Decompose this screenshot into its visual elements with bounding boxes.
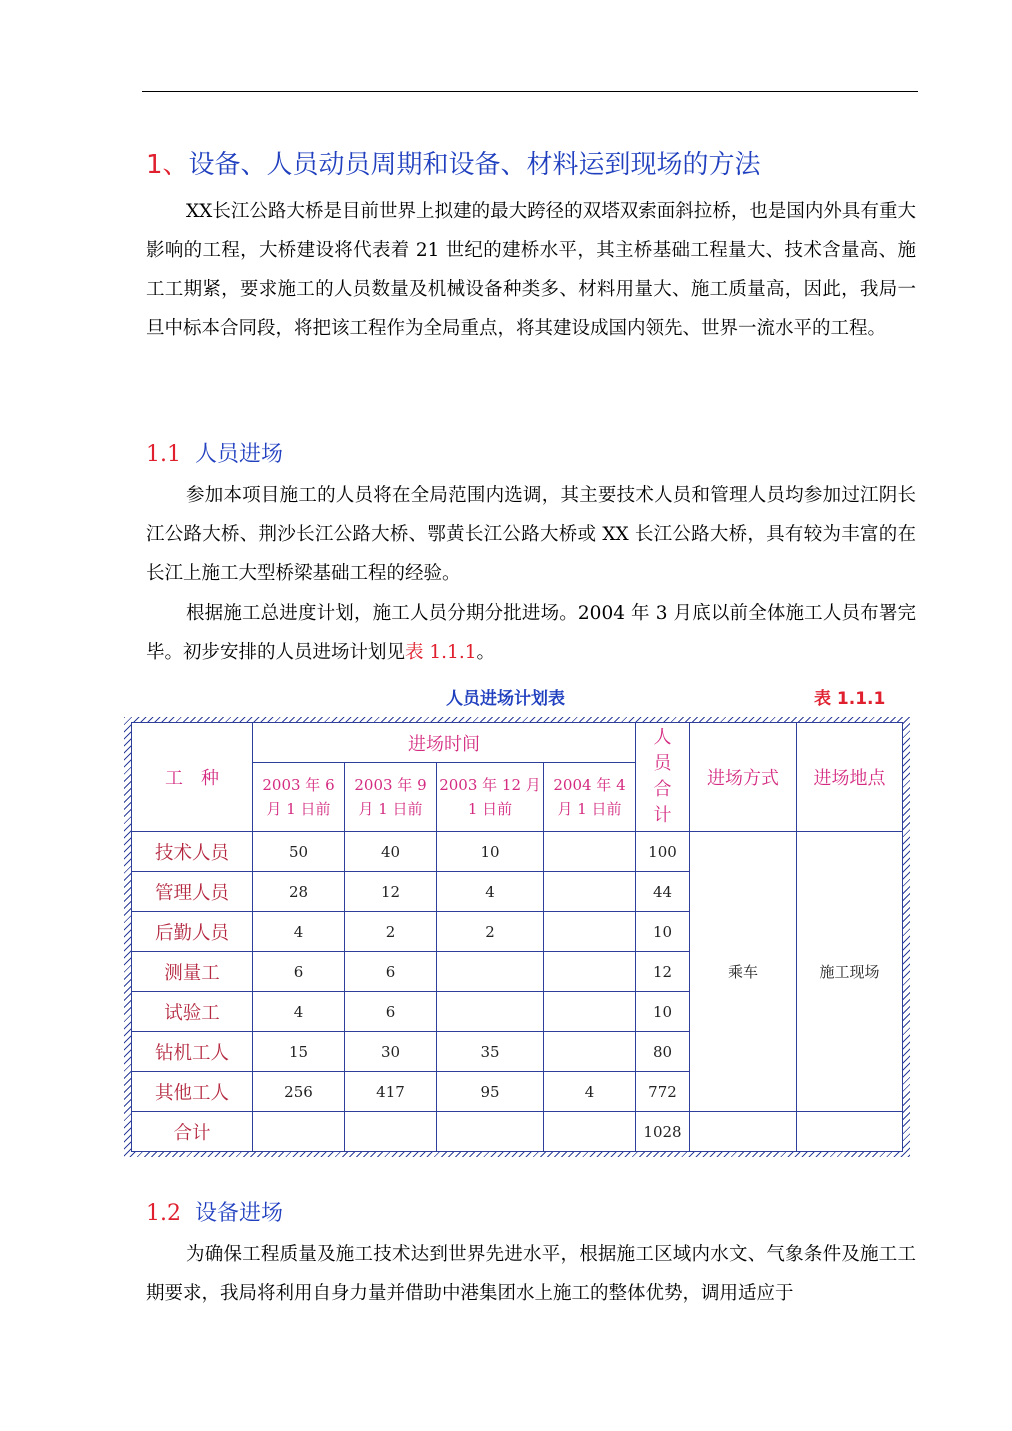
cell-total: 772 [636,1072,690,1112]
cell-value: 4 [544,1072,636,1112]
table-number: 表 1.1.1 [814,689,886,709]
cell-value: 50 [253,832,345,872]
header-date-1: 2003 年 6 月 1 日前 [253,763,345,832]
table-header-row [132,723,903,763]
cell-value: 6 [253,952,345,992]
personnel-schedule-table [131,722,903,1152]
cell-value: 6 [345,952,437,992]
cell-value [544,832,636,872]
cell-value [437,952,544,992]
header-date-3: 2003 年 12 月 1 日前 [437,763,544,832]
section-heading [146,144,761,181]
cell-value [437,992,544,1032]
row-label: 测量工 [132,952,253,992]
cell-value: 15 [253,1032,345,1072]
subsection-heading-personnel [146,437,283,468]
cell-value [544,1032,636,1072]
row-label: 后勤人员 [132,912,253,952]
header-rule [142,91,918,92]
sum-total: 1028 [636,1112,690,1152]
cell-total: 12 [636,952,690,992]
cell-value [544,992,636,1032]
cell-total: 100 [636,832,690,872]
cell-empty [690,1112,797,1152]
subsection-heading-equipment [146,1196,283,1227]
table-title: 人员进场计划表 [446,689,565,709]
cell-value: 35 [437,1032,544,1072]
cell-value: 6 [345,992,437,1032]
cell-empty [544,1112,636,1152]
cell-value: 4 [253,912,345,952]
row-label: 技术人员 [132,832,253,872]
row-label: 试验工 [132,992,253,1032]
table-reference-link[interactable]: 表 1.1.1 [405,642,477,663]
cell-value: 2 [437,912,544,952]
personnel-paragraph-1: 参加本项目施工的人员将在全局范围内选调，其主要技术人员和管理人员均参加过江阴长江公路大桥、荆沙长江公路大桥、鄂黄长江公路大桥或 XX 长江公路大桥，具有较为丰富的在长江上施工大型桥梁基础工程的经验。 [146,485,916,584]
personnel-paragraph-2-end: 。 [476,642,495,663]
cell-value: 40 [345,832,437,872]
cell-empty [253,1112,345,1152]
section-number: 1、 [146,150,189,180]
subsection-title: 人员进场 [195,442,284,467]
cell-value: 4 [253,992,345,1032]
intro-paragraph: XX长江公路大桥是目前世界上拟建的最大跨径的双塔双索面斜拉桥，也是国内外具有重大影响的工程，大桥建设将代表着 21 世纪的建桥水平，其主桥基础工程量大、技术含量高、施工工期紧，要求施工的人员数量及机械设备种类多、材料用量大、施工质量高，因此，我局一旦中标本合同段，将把该工程作为全局重点，将其建设成国内领先、世界一流水平的工程。 [146,201,916,339]
personnel-paragraph-2-text: 根据施工总进度计划，施工人员分期分批进场。2004 年 3 月底以前全体施工人员布署完毕。初步安排的人员进场计划见 [146,603,916,663]
cell-empty [437,1112,544,1152]
table-row [132,832,903,872]
table-sum-row [132,1112,903,1152]
subsection-title: 设备进场 [195,1201,284,1226]
cell-value: 28 [253,872,345,912]
cell-total: 80 [636,1032,690,1072]
cell-value: 4 [437,872,544,912]
header-date-2: 2003 年 9 月 1 日前 [345,763,437,832]
method-value: 乘车 [690,832,797,1112]
row-label: 其他工人 [132,1072,253,1112]
personnel-paragraph-2 [146,594,916,672]
cell-total: 10 [636,992,690,1032]
header-total: 人 员 合 计 [636,723,690,832]
cell-value: 30 [345,1032,437,1072]
sum-label: 合计 [132,1112,253,1152]
cell-value [544,952,636,992]
header-type: 工 种 [132,723,253,832]
cell-empty [797,1112,903,1152]
row-label: 钻机工人 [132,1032,253,1072]
cell-total: 10 [636,912,690,952]
header-location: 进场地点 [797,723,903,832]
row-label: 管理人员 [132,872,253,912]
subsection-number: 1.1 [146,442,181,467]
cell-empty [345,1112,437,1152]
location-value: 施工现场 [797,832,903,1112]
header-method: 进场方式 [690,723,797,832]
cell-value: 256 [253,1072,345,1112]
cell-value [544,912,636,952]
cell-value: 417 [345,1072,437,1112]
cell-value: 12 [345,872,437,912]
subsection-number: 1.2 [146,1201,181,1226]
cell-value [544,872,636,912]
cell-total: 44 [636,872,690,912]
equipment-paragraph: 为确保工程质量及施工技术达到世界先进水平，根据施工区域内水文、气象条件及施工工期要求，我局将利用自身力量并借助中港集团水上施工的整体优势，调用适应于 [146,1244,916,1304]
cell-value: 10 [437,832,544,872]
cell-value: 2 [345,912,437,952]
header-time: 进场时间 [253,723,636,763]
section-title: 设备、人员动员周期和设备、材料运到现场的方法 [188,150,761,180]
cell-value: 95 [437,1072,544,1112]
header-date-4: 2004 年 4 月 1 日前 [544,763,636,832]
